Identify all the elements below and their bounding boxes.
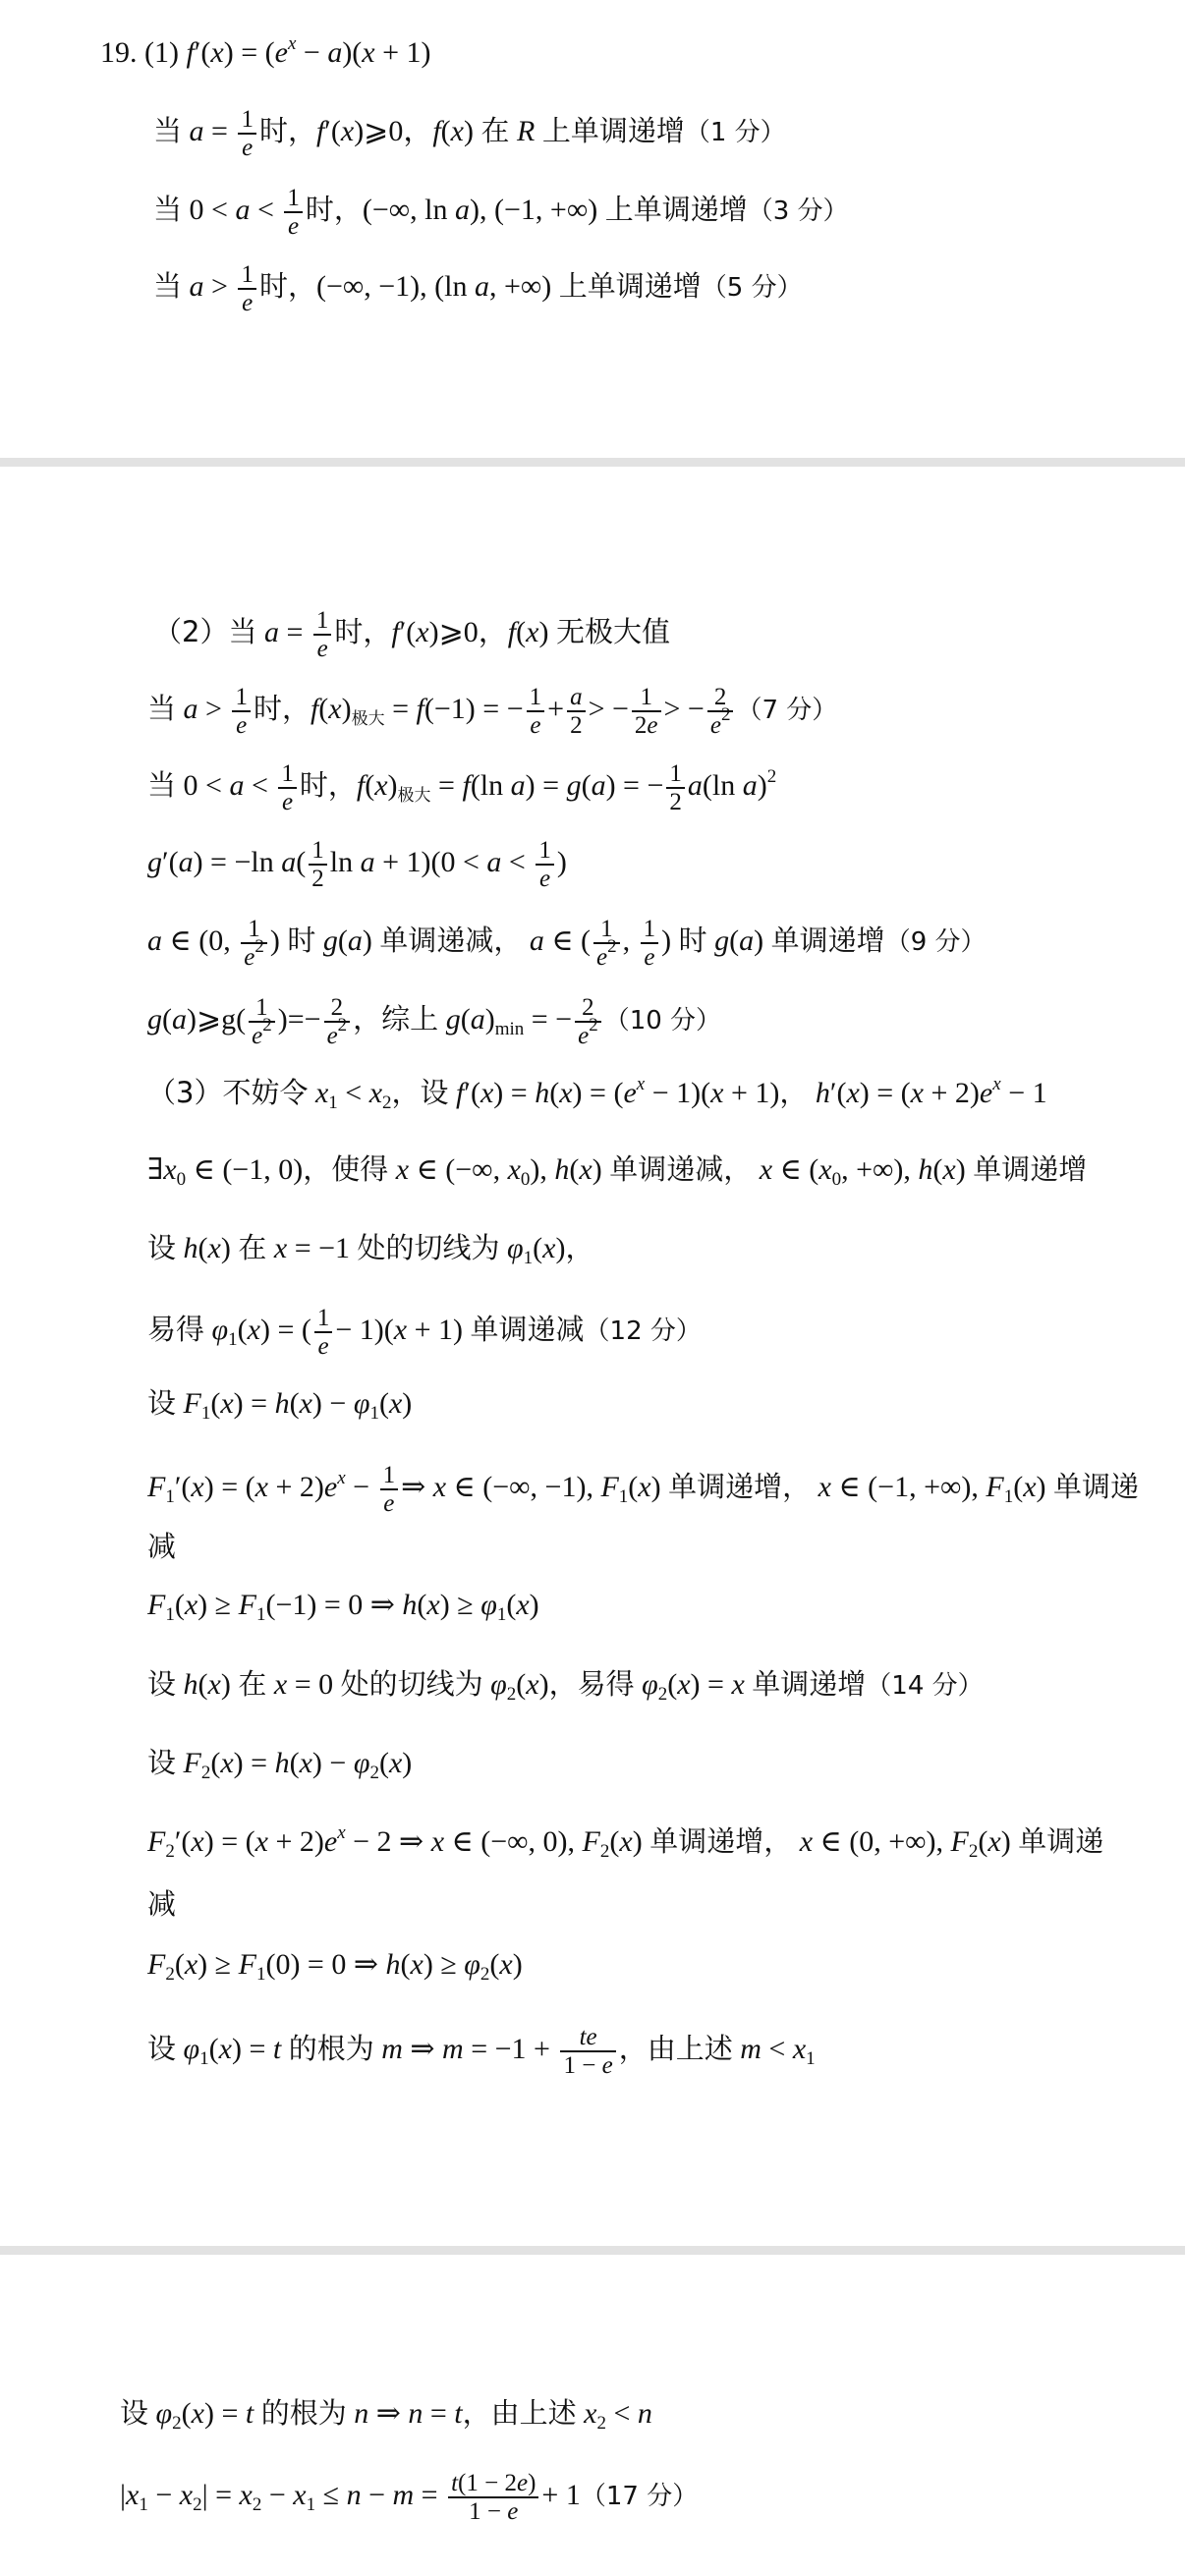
page-separator — [0, 2246, 1185, 2255]
case-a-equals: 当 a = $\frac{1}{e}$ 时，f′(x)⩾0，f(x) 在 R 上单调递增（1 分） — [153, 106, 786, 161]
g-minimum: g(a)⩾g( $\frac{1}{e^2}$ )=− $\frac{2}{e^2}$ ，综上 $g(a)_{min}$ = − $\frac{2}{e^2}$ （10 分） — [147, 994, 722, 1049]
tangent-phi2: 设 h(x) 在 x = 0 处的切线为 $\varphi_2(x)$，易得 $\varphi_2(x) = x$ 单调递增（14 分） — [147, 1667, 984, 1705]
F2-inequality: $F_2(x) \ge F_1(0) = 0$ ⇒ $h(x) \ge \varphi_2(x)$ — [147, 1948, 523, 1985]
problem-heading: 19. (1) $f'(x) = (e^x - a)(x + 1)$ — [100, 33, 431, 69]
define-F1: 设 $F_1(x) = h(x) - \varphi_1(x)$ — [147, 1386, 413, 1424]
define-F2: 设 $F_2(x) = h(x) - \varphi_2(x)$ — [147, 1746, 413, 1783]
F1-inequality: $F_1(x) \ge F_1(-1) = 0$ ⇒ $h(x) \ge \varphi_1(x)$ — [147, 1589, 539, 1625]
part3-intro: （3）不妨令 $x_1 < x_2$，设 $f'(x) = h(x) = (e^x - 1)(x + 1)$， $h'(x) = (x + 2)e^x - 1$ — [147, 1074, 1047, 1113]
page-separator — [0, 458, 1185, 467]
F1-derivative-cont: 减 — [147, 1530, 177, 1563]
phi1-formula: 易得 $\varphi_1(x)$ = ( $\frac{1}{e}$ − 1)(x + 1) 单调递减（12 分） — [147, 1305, 702, 1360]
g-derivative: g′(a) = −ln a( $\frac{1}{2}$ ln a + 1)(0 < a < $\frac{1}{e}$ ) — [147, 837, 567, 892]
g-monotonicity: a ∈ (0, $\frac{1}{e^2}$ ) 时 g(a) 单调递减， a ∈ ( $\frac{1}{e^2}$ , $\frac{1}{e}$ ) 时 g(a) 单调递增（9 分） — [147, 916, 987, 971]
root-m: 设 $\varphi_1(x) = t$ 的根为 m ⇒ m = −1 + $\frac{te}{1 - e}$ ，由上述 $m < x_1$ — [147, 2024, 816, 2079]
exists-x0: $\exists x_0$ ∈ (−1, 0)，使得 x ∈ (−∞, $x_0$), h(x) 单调递减， x ∈ ($x_0$, +∞), h(x) 单调递增 — [147, 1152, 1088, 1190]
part2-case-less: 当 0 < a < $\frac{1}{e}$ 时，$f(x)_{极大} = f(\ln$ a) = g(a) = − $\frac{1}{2}$ a(ln a)$^2$ — [147, 760, 777, 815]
part2-case-greater: 当 a > $\frac{1}{e}$ 时，$f(x)_{极大} = f(-1)$ = − $\frac{1}{e}$ + $\frac{a}{2}$ > − $\frac{1}{2e}$ > − $\frac{2}{e^2}$ （7 分） — [147, 684, 838, 739]
F1-derivative: $F_1'(x) = (x + 2)e^x$ − $\frac{1}{e}$ ⇒ x ∈ (−∞, −1), $F_1(x)$ 单调递增， x ∈ (−1, +∞), $F_1(x)$ 单调递 — [147, 1462, 1140, 1517]
final-bound: $|x_1 - x_2| = x_2 - x_1 \le n - m$ = $\frac{t(1 - 2e)}{1 - e}$ + 1（17 分） — [120, 2470, 699, 2525]
case-a-less: 当 0 < a < $\frac{1}{e}$ 时，(−∞, ln a), (−1, +∞) 上单调递增（3 分） — [153, 185, 849, 240]
F2-derivative-cont: 减 — [147, 1887, 177, 1921]
F2-derivative: $F_2'(x) = (x + 2)e^x - 2$ ⇒ x ∈ (−∞, 0), $F_2(x)$ 单调递增， x ∈ (0, +∞), $F_2(x)$ 单调递 — [147, 1822, 1104, 1862]
part2-intro: （2）当 a = $\frac{1}{e}$ 时，f′(x)⩾0，f(x) 无极大值 — [153, 607, 670, 662]
root-n: 设 $\varphi_2(x) = t$ 的根为 n ⇒ n = t，由上述 $x_2 < n$ — [120, 2396, 652, 2434]
tangent-phi1: 设 h(x) 在 x = −1 处的切线为 $\varphi_1(x)$， — [147, 1231, 594, 1268]
case-a-greater: 当 a > $\frac{1}{e}$ 时，(−∞, −1), (ln a, +∞) 上单调递增（5 分） — [153, 261, 803, 316]
